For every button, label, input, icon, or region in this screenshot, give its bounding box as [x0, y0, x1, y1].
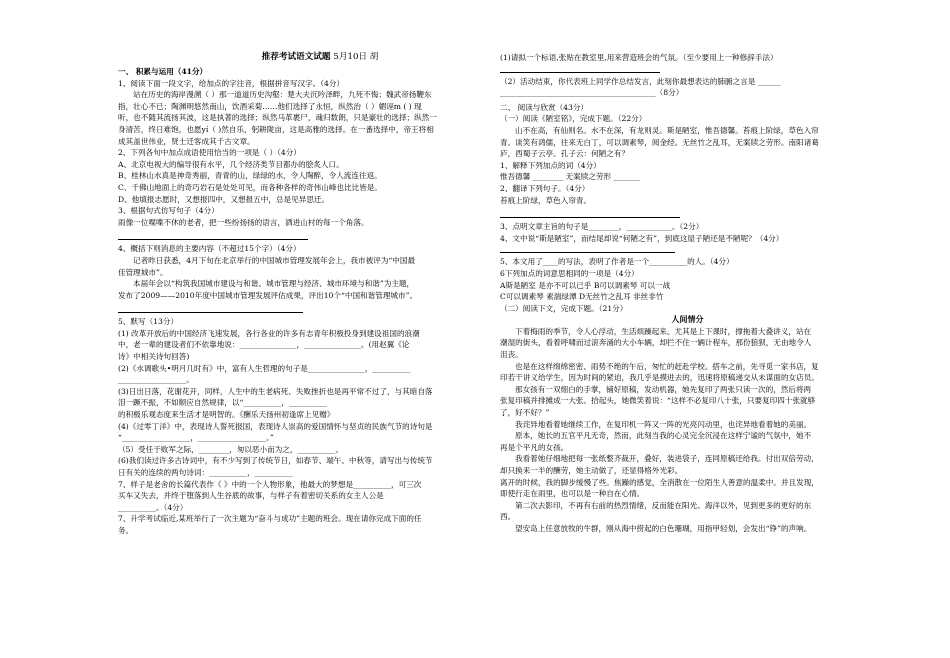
right-text-line: （一）阅读《陋室铭》，完成下题。（22分） — [500, 114, 647, 124]
right-text-line: 苔痕上阶绿，草色入帘青。 — [500, 195, 592, 205]
right-text-line: （2）活动结束，你代表班上同学作总结发言，此刻你最想表达的肺腑之言是 ______ — [500, 76, 781, 86]
right-text-line: 沮丧。 — [500, 350, 523, 360]
left-text-line: 成其盖世伟业，贤士迁客成其千古文章。 — [118, 136, 255, 146]
right-text-line: A斯是陋室 是亦不可以已乎 B可以调素琴 可以一战 — [500, 280, 671, 290]
left-text-line: 日有关的连续的两句诗词：__________，__________ — [118, 468, 293, 477]
right-text-line: 下着梅雨的季节，令人心浮动，生活烦躁起来。尤其是上下课时，撑拖着大叠讲义，站在 — [515, 326, 812, 336]
left-text-line: 泪一蹶不振，不如顺应自然规律，以“__________，__________ — [118, 398, 327, 408]
left-text-line: 本届年会以“构筑我国城市建设与和谐、城市管理与经济、城市环境与和谐”为主题， — [133, 279, 415, 289]
left-text-line: 听，也不随其流扬其波，这是执著的选择；纵然马革裹尸，魂归数朗，只是豪壮的选择；纵然一 — [118, 113, 437, 123]
right-text-line: 我看着她仔细地把每一张纸整齐裁开，叠好，装进袋子，连同原稿还给我。付出双倍劳动， — [515, 454, 819, 464]
right-text-line: 即使行走在雨里，也可以是一种自在心情。 — [500, 489, 645, 499]
left-text-line: 5、默写（13分） — [118, 317, 179, 327]
right-text-line: (1)请拟一个标语,张贴在教室里,用来营造班会的气氛。（至少要用上一种修辞手法） — [500, 53, 778, 62]
right-column — [500, 52, 875, 535]
left-text-line: (2)《水调歌头•明月几时有》中，富有人生哲理的句子是_______________，__________ — [118, 363, 411, 373]
left-text-line: 指，壮心不已；陶渊明悠然南山，饮酒采菊……他们选择了永恒，纵然治（ ）媚诬m ( ) 现 — [118, 101, 422, 111]
left-text-line: B、桂林山水真是神奇秀丽，青青的山，绿绿的水，令人陶醉，令人流连往返。 — [118, 171, 382, 181]
left-text-line: 3、根据句式仿写句子（4分） — [118, 206, 219, 216]
left-text-line: 雨像一位喋喋不休的老者，把一些纷扬扬的语言，洒进山村的每一个角落。 — [118, 217, 369, 227]
left-text-line: 诗》中相关诗句回答) — [118, 352, 190, 362]
left-text-line: 7、样子是老舍的长篇代表作《 》中的一个人物形象，他最大的梦想是__________，可三次 — [118, 479, 422, 489]
right-text-line: 了，好不好？” — [500, 408, 550, 418]
right-answer-line — [500, 64, 660, 73]
left-text-line: A、北京电视大的编导很有水平，几个经济类节目都办的脍炙人口。 — [118, 159, 344, 169]
right-text-line: 印若干讲义给学生，因为时间的紧迫，我几乎是摸进去的，迅速将原稿递交从未谋面的女店员。 — [500, 373, 819, 383]
right-text-line: 离开的时候，我的脚步缓慢了些。焦躁的感觉，全消散在一位陌生人善意的温柔中。并且发现， — [500, 477, 819, 487]
left-text-line: 的积极乐观态度来生活才是明智的。《酬乐天扬州初逢席上见赠》 — [118, 410, 335, 420]
left-text-line: D、他填报志愿时，又想报四中，又想报五中，总是见异思迁。 — [118, 194, 330, 204]
right-text-line: 也是在这样绵绵密密、雨势不绝的午后，匆忙的赶赴学校。搭车之前，先寻觅一家书店，复 — [515, 361, 819, 371]
left-text-line: __________。（4分） — [118, 502, 188, 512]
right-text-line: 3、点明文章主旨的句子是________，____________。（2分） — [500, 222, 704, 232]
left-text-line: 身清苦，终日难饱，也愿yí（ )然自乐，躬耕陇亩，这是高雅的选择。在一番选择中，帝王将相 — [118, 124, 434, 134]
left-text-line: 4、概括下则消息的主要内容（不超过15个字）（4分） — [118, 244, 301, 254]
left-text-line: “__________________，__________________。” — [118, 433, 274, 443]
left-column — [118, 66, 490, 537]
right-text-line: 二、 阅读与欣赏（43分） — [500, 102, 589, 112]
right-text-line: 那女孩有一双细白的手掌，铺好原稿，发动机器，她先复印了两张只读一次的，然后将两 — [515, 384, 812, 394]
left-text-line: 务。 — [118, 525, 134, 535]
right-text-line: C可以调素琴 素湍绿潭 D无丝竹之乱耳 非丝非竹 — [500, 292, 664, 302]
left-text-line: 买车又失去，并终于堕落到人生谷底的故事，与样子有着密切关系的女主人公是 — [118, 491, 384, 501]
right-text-line: 再是个平凡的女孩。 — [500, 442, 569, 452]
right-text-line: 山不在高，有仙则名。水不在深，有龙则灵。斯是陋室，惟吾德馨。苔痕上阶绿，草色入帘 — [515, 125, 819, 135]
right-text-line: 4、文中说“斯是陋室”，而结尾却说“何陋之有”，到底这屋子陋还是不陋呢？（4分） — [500, 233, 784, 243]
left-text-line: 中，老一辈的建设者们不依靠地说：_______________，_______________。(用赵翼《论 — [118, 340, 410, 350]
right-text-line: 庐，西蜀子云亭。孔子云：何陋之有？ — [500, 149, 630, 159]
right-text-line: 2、翻译下列句子。（4分） — [500, 183, 590, 193]
left-text-line: 站在历史的海岸漫溯（ ）那一道道历史沟壑：楚大夫沉吟泽畔，九死不悔；魏武帝扬鞭东 — [133, 90, 432, 100]
right-text-line: 西。 — [500, 512, 516, 522]
right-text-line: 人间情分 — [671, 314, 704, 325]
left-text-line: （5）受任于败军之际，________，匆以恶小而为之，__________。 — [118, 444, 344, 454]
right-text-line: 望安岛上任意放牧的牛群，刚从海中捞起的白色珊瑚，用指甲轻划，会发出“铮”的声响。 — [515, 523, 812, 533]
right-text-line: 1、解释下列加点的词（4分） — [500, 160, 601, 170]
left-text-line: C、千佛山地面上的奇巧岩石是处处可见，而各种各样的奇伟山峰也比比皆是。 — [118, 182, 382, 192]
left-text-line: __________________。 — [118, 375, 194, 385]
left-text-line: 记者昨日获悉，4月下旬在北京举行的中国城市管理发展年会上，我市被评为“中国最 — [133, 255, 416, 265]
left-answer-line — [118, 304, 303, 313]
right-text-line: 潮湿的街头，看着呼啸而过滚奔涌的大小车辆，却拦不住一辆计程车，那份狼狈，无由地令人 — [500, 338, 812, 348]
left-text-line: (6)我们读过许多古诗词中，有不少写到了传统节日，如春节、端午、中秋等，请写出与传统节 — [118, 456, 433, 466]
page-title — [150, 50, 490, 62]
left-text-line: (3)日出日落，花谢花开，同样，人生中的生老病死、失败挫折也是再平常不过了，与其暗自落 — [118, 386, 433, 396]
right-text-line: 我诧异地看着她继续工作，在复印机一阵又一阵的光亮闪动里，也诧异地看着她的美丽。 — [515, 419, 812, 429]
right-text-line: 却只换来一半的酬劳，她主动做了，还显得格外光彩。 — [500, 466, 683, 475]
left-text-line: 佳管理城市”。 — [118, 267, 168, 277]
right-text-line: 第二次去影印，不再有右前的热烈情绪，反而能在阳光、海洋以外，见到更多的更好的东 — [515, 500, 812, 510]
right-text-line: 张复印稿并排摊成一大张。拾起头，她微笑着说：“这样不必复印八十张，只要复印四十张就够 — [500, 396, 816, 406]
right-text-line: 惟吾德馨 ________ 无案牍之劳形 _______ — [500, 172, 641, 182]
left-text-line: 2、下列各句中加点成语使用恰当的一项是（ ）（4分） — [118, 148, 301, 158]
right-text-line: 6下列加点的词意思相同的一项是（4分） — [500, 268, 639, 278]
left-text-line: (1) 改革开放后的中国经济飞速发展，各行各业的许多有志青年积极投身到建设祖国的浪潮 — [118, 328, 420, 338]
right-text-line: （二）阅读下文，完成下题。（21分） — [500, 303, 628, 313]
right-text-line: 原本，她长的五官平凡无奇，然而，此刻当我的心灵完全沉浸在这样宁谧的气氛中，她不 — [515, 431, 812, 441]
right-text-line: 5、本文用了____的写法，表明了作者是一个__________的人。（4分） — [500, 257, 734, 267]
left-text-line: 7、升学考试临近,某班举行了一次主题为“奋斗与成功”主题的班会。现在请你完成下面的任 — [118, 514, 422, 524]
left-text-line: 发布了2009——2010年度中国城市管理发展评估成果，评出10个“中国和谐管理城市”。 — [118, 290, 418, 300]
left-text-line: (4)《过零丁洋》中，表现诗人誓死报国，表现诗人崇高的爱国情怀与坚贞的民族气节的诗句是 — [118, 421, 433, 431]
title-main: 推荐考试语文试题 — [261, 52, 331, 62]
right-text-line: _________________________________________（8分） — [500, 88, 684, 98]
right-text-line: 青。谈笑有鸿儒，往来无白丁，可以调素琴，阅金经。无丝竹之乱耳，无案牍之劳形。南阳诸葛 — [500, 137, 819, 147]
right-answer-line — [500, 209, 680, 218]
title-date: 5月10日 胡 — [333, 52, 379, 62]
left-text-line: 一、 积累与运用（41分） — [118, 67, 208, 76]
left-answer-line — [118, 231, 308, 240]
left-text-line: 1、阅读下面一段文字，给加点的字注音，根据拼音写汉字。（4分） — [118, 78, 345, 88]
right-answer-line — [500, 244, 675, 253]
